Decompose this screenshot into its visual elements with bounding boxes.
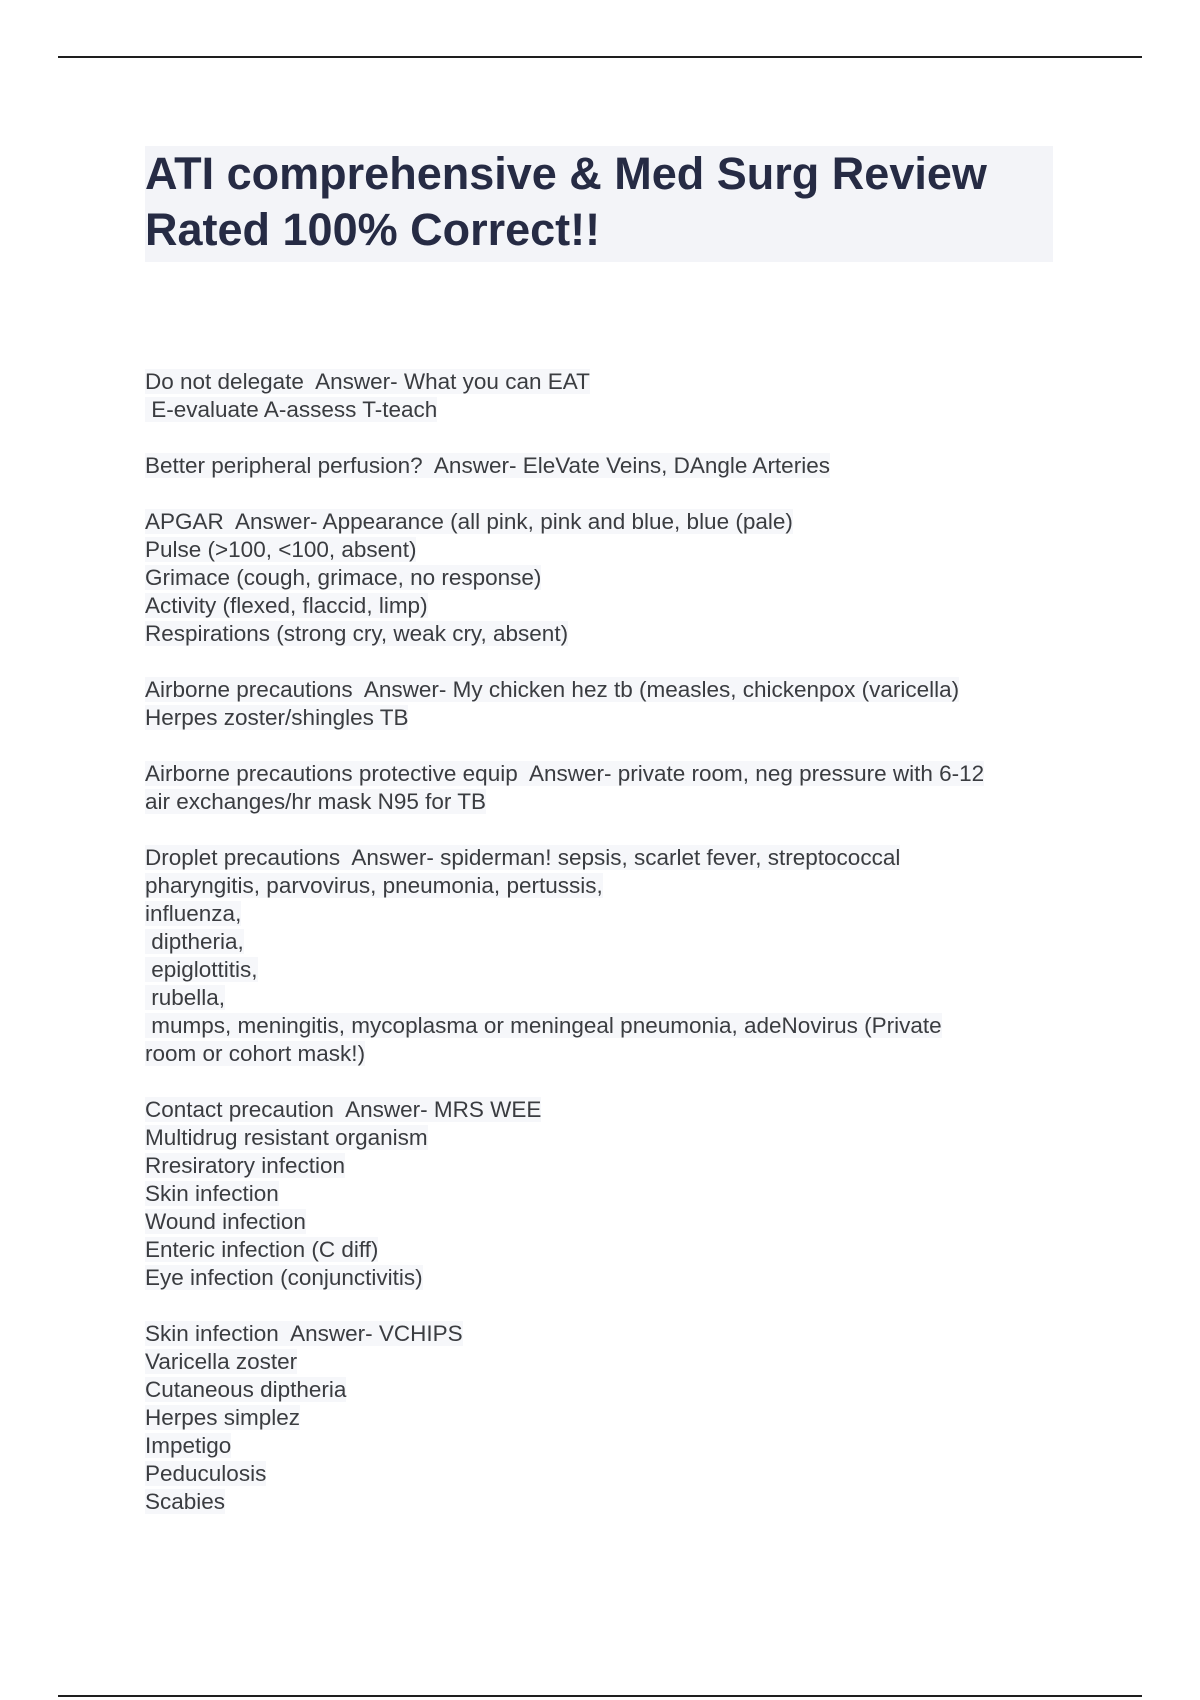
- qa-entry: [145, 452, 1055, 480]
- bottom-rule: [58, 1695, 1142, 1697]
- qa-line-text: Cutaneous diptheria: [145, 1377, 347, 1402]
- qa-line-text: pharyngitis, parvovirus, pneumonia, pertussis,: [145, 873, 603, 898]
- qa-line-text: Multidrug resistant organism: [145, 1125, 428, 1150]
- title-line-2: Rated 100% Correct!!: [145, 204, 601, 255]
- qa-entry: [145, 1096, 1055, 1292]
- qa-list: [145, 368, 1055, 1544]
- qa-line-text: Wound infection: [145, 1209, 306, 1234]
- qa-line: [145, 1348, 1055, 1376]
- qa-line: [145, 368, 1055, 396]
- qa-line-text: Eye infection (conjunctivitis): [145, 1265, 423, 1290]
- qa-line-text: Contact precaution Answer- MRS WEE: [145, 1097, 542, 1122]
- top-rule: [58, 56, 1142, 58]
- qa-line-text: diptheria,: [145, 929, 244, 954]
- qa-line: [145, 1124, 1055, 1152]
- qa-line-text: Activity (flexed, flaccid, limp): [145, 593, 428, 618]
- qa-line: [145, 592, 1055, 620]
- qa-line: [145, 1264, 1055, 1292]
- qa-entry: [145, 1320, 1055, 1516]
- qa-line: [145, 928, 1055, 956]
- qa-line-text: Impetigo: [145, 1433, 232, 1458]
- qa-line-text: Rresiratory infection: [145, 1153, 346, 1178]
- qa-line-text: Airborne precautions protective equip Answer- private room, neg pressure with 6-12: [145, 761, 985, 786]
- qa-line: [145, 1236, 1055, 1264]
- qa-line: [145, 788, 1055, 816]
- qa-line: [145, 1012, 1055, 1040]
- qa-line: [145, 872, 1055, 900]
- qa-line-text: Herpes zoster/shingles TB: [145, 705, 409, 730]
- qa-line: [145, 984, 1055, 1012]
- qa-line: [145, 704, 1055, 732]
- qa-line-text: E-evaluate A-assess T-teach: [145, 397, 438, 422]
- qa-line-text: Respirations (strong cry, weak cry, absent): [145, 621, 569, 646]
- qa-line-text: mumps, meningitis, mycoplasma or meningeal pneumonia, adeNovirus (Private: [145, 1013, 942, 1038]
- qa-line-text: Varicella zoster: [145, 1349, 298, 1374]
- qa-line: [145, 1432, 1055, 1460]
- qa-line: [145, 1460, 1055, 1488]
- qa-line: [145, 1040, 1055, 1068]
- qa-line-text: Scabies: [145, 1489, 226, 1514]
- qa-line: [145, 396, 1055, 424]
- qa-line-text: Better peripheral perfusion? Answer- EleVate Veins, DAngle Arteries: [145, 453, 830, 478]
- qa-line-text: Airborne precautions Answer- My chicken hez tb (measles, chickenpox (varicella): [145, 677, 960, 702]
- qa-line: [145, 1096, 1055, 1124]
- qa-line: [145, 1208, 1055, 1236]
- qa-line-text: Skin infection: [145, 1181, 279, 1206]
- qa-line: [145, 620, 1055, 648]
- qa-line-text: air exchanges/hr mask N95 for TB: [145, 789, 486, 814]
- qa-entry: [145, 676, 1055, 732]
- qa-line-text: Enteric infection (C diff): [145, 1237, 379, 1262]
- qa-line-text: Droplet precautions Answer- spiderman! sepsis, scarlet fever, streptococcal: [145, 845, 901, 870]
- qa-line: [145, 956, 1055, 984]
- title-line-1: ATI comprehensive & Med Surg Review: [145, 148, 987, 199]
- qa-entry: [145, 508, 1055, 648]
- qa-line: [145, 1180, 1055, 1208]
- qa-line-text: room or cohort mask!): [145, 1041, 366, 1066]
- qa-line-text: Pulse (>100, <100, absent): [145, 537, 417, 562]
- qa-line: [145, 1488, 1055, 1516]
- qa-line: [145, 1152, 1055, 1180]
- qa-line: [145, 536, 1055, 564]
- qa-line-text: Grimace (cough, grimace, no response): [145, 565, 542, 590]
- qa-line-text: Peduculosis: [145, 1461, 267, 1486]
- qa-line: [145, 1320, 1055, 1348]
- qa-line: [145, 1404, 1055, 1432]
- qa-line: [145, 844, 1055, 872]
- qa-line: [145, 760, 1055, 788]
- qa-line: [145, 564, 1055, 592]
- qa-line-text: APGAR Answer- Appearance (all pink, pink and blue, blue (pale): [145, 509, 793, 534]
- qa-entry: [145, 368, 1055, 424]
- qa-line-text: Do not delegate Answer- What you can EAT: [145, 369, 590, 394]
- qa-line-text: rubella,: [145, 985, 226, 1010]
- qa-line: [145, 452, 1055, 480]
- qa-line-text: Skin infection Answer- VCHIPS: [145, 1321, 463, 1346]
- document-title: [145, 146, 1053, 262]
- qa-line: [145, 508, 1055, 536]
- qa-entry: [145, 760, 1055, 816]
- qa-line-text: influenza,: [145, 901, 242, 926]
- qa-line: [145, 676, 1055, 704]
- qa-line: [145, 1376, 1055, 1404]
- qa-line-text: epiglottitis,: [145, 957, 258, 982]
- qa-line: [145, 900, 1055, 928]
- qa-line-text: Herpes simplez: [145, 1405, 301, 1430]
- qa-entry: [145, 844, 1055, 1068]
